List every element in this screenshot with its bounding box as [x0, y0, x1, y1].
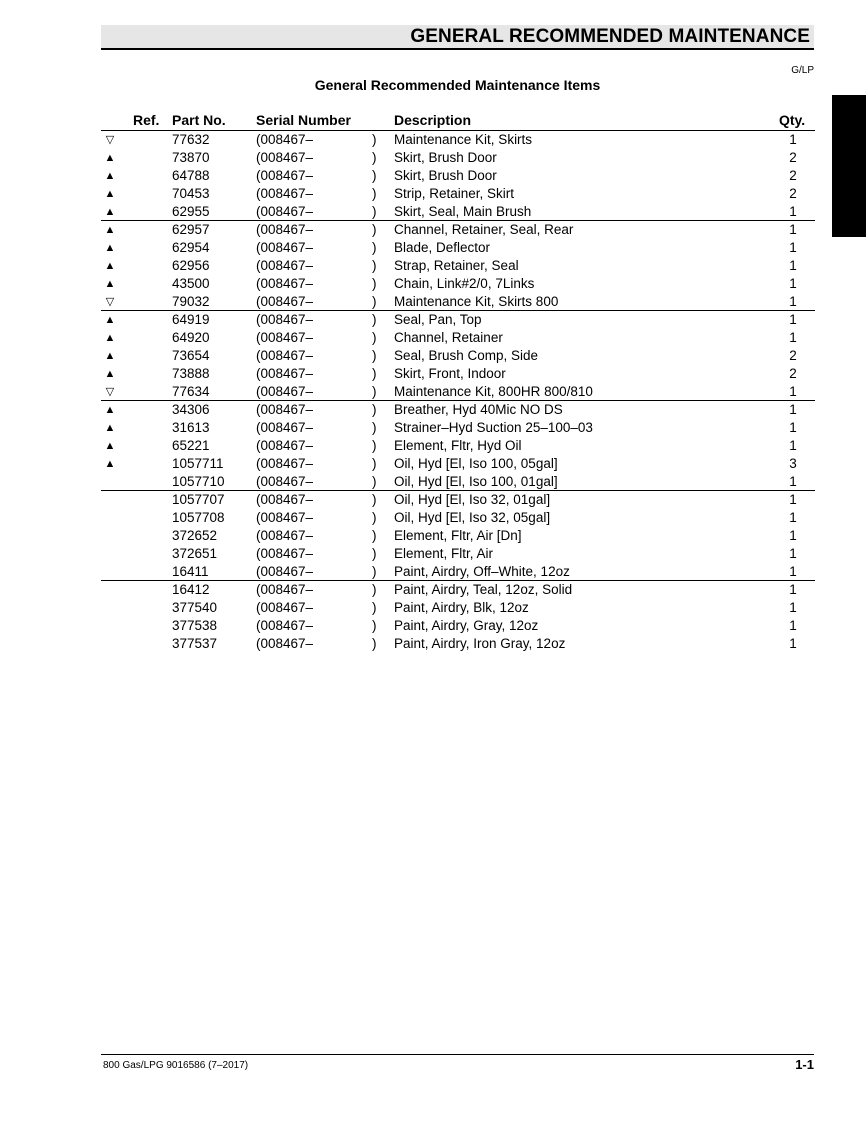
serial-close-paren: )	[372, 456, 377, 471]
quantity: 2	[789, 168, 797, 183]
table-row	[101, 527, 815, 545]
serial-number: (008467–	[256, 492, 314, 507]
table-body	[101, 131, 815, 653]
description: Oil, Hyd [El, Iso 32, 01gal]	[394, 492, 551, 507]
part-number: 62954	[172, 240, 210, 255]
table-row	[101, 185, 815, 203]
serial-number: (008467–	[256, 402, 314, 417]
serial-close-paren: )	[372, 132, 377, 147]
serial-close-paren: )	[372, 294, 377, 309]
serial-number: (008467–	[256, 366, 314, 381]
ref-marker: ▽	[105, 134, 115, 146]
serial-close-paren: )	[372, 366, 377, 381]
serial-close-paren: )	[372, 258, 377, 273]
serial-number: (008467–	[256, 276, 314, 291]
part-number: 70453	[172, 186, 210, 201]
description: Channel, Retainer, Seal, Rear	[394, 222, 574, 237]
serial-number: (008467–	[256, 240, 314, 255]
section-side-tab	[832, 95, 866, 237]
part-number: 1057711	[172, 456, 224, 471]
serial-close-paren: )	[372, 618, 377, 633]
column-header-description: Description	[394, 112, 472, 128]
quantity: 1	[789, 330, 797, 345]
ref-marker: ▲	[104, 278, 116, 290]
quantity: 1	[789, 636, 797, 651]
ref-marker: ▲	[104, 332, 116, 344]
serial-number: (008467–	[256, 600, 314, 615]
serial-number: (008467–	[256, 546, 314, 561]
serial-number: (008467–	[256, 294, 314, 309]
quantity: 1	[789, 222, 797, 237]
table-row	[101, 617, 815, 635]
quantity: 1	[789, 528, 797, 543]
serial-number: (008467–	[256, 186, 314, 201]
serial-close-paren: )	[372, 474, 377, 489]
ref-marker: ▲	[104, 404, 116, 416]
part-number: 73870	[172, 150, 210, 165]
ref-marker: ▲	[104, 440, 116, 452]
quantity: 2	[789, 150, 797, 165]
quantity: 1	[789, 276, 797, 291]
part-number: 377538	[172, 618, 218, 633]
description: Paint, Airdry, Iron Gray, 12oz	[394, 636, 566, 651]
quantity: 1	[789, 402, 797, 417]
description: Blade, Deflector	[394, 240, 491, 255]
table-row	[101, 365, 815, 383]
part-number: 62956	[172, 258, 210, 273]
description: Skirt, Seal, Main Brush	[394, 204, 532, 219]
part-number: 1057708	[172, 510, 225, 525]
quantity: 1	[789, 204, 797, 219]
ref-marker: ▲	[104, 170, 116, 182]
quantity: 1	[789, 240, 797, 255]
description: Strainer–Hyd Suction 25–100–03	[394, 420, 593, 435]
quantity: 1	[789, 384, 797, 399]
part-number: 377540	[172, 600, 218, 615]
part-number: 64919	[172, 312, 210, 327]
table-row	[101, 329, 815, 347]
description: Maintenance Kit, Skirts 800	[394, 294, 559, 309]
table-row	[101, 203, 815, 221]
description: Element, Fltr, Air	[394, 546, 494, 561]
ref-marker: ▲	[104, 458, 116, 470]
serial-close-paren: )	[372, 150, 377, 165]
description: Skirt, Brush Door	[394, 150, 497, 165]
serial-number: (008467–	[256, 348, 314, 363]
part-number: 377537	[172, 636, 218, 651]
table-row	[101, 275, 815, 293]
table-row	[101, 221, 815, 239]
serial-close-paren: )	[372, 222, 377, 237]
quantity: 1	[789, 312, 797, 327]
table-row	[101, 419, 815, 437]
part-number: 77632	[172, 132, 210, 147]
table-row	[101, 347, 815, 365]
table-row	[101, 401, 815, 419]
quantity: 1	[789, 492, 797, 507]
serial-number: (008467–	[256, 258, 314, 273]
table-row	[101, 167, 815, 185]
serial-number: (008467–	[256, 330, 314, 345]
quantity: 1	[789, 510, 797, 525]
part-number: 62955	[172, 204, 210, 219]
serial-number: (008467–	[256, 312, 314, 327]
description: Paint, Airdry, Blk, 12oz	[394, 600, 529, 615]
ref-marker: ▲	[104, 314, 116, 326]
description: Strip, Retainer, Skirt	[394, 186, 515, 201]
description: Element, Fltr, Air [Dn]	[394, 528, 522, 543]
table-row	[101, 491, 815, 509]
table-row	[101, 293, 815, 311]
ref-marker: ▲	[104, 242, 116, 254]
serial-close-paren: )	[372, 510, 377, 525]
page-number: 1-1	[795, 1057, 814, 1072]
serial-number: (008467–	[256, 150, 314, 165]
ref-marker: ▲	[104, 224, 116, 236]
footer-divider	[101, 1054, 814, 1055]
table-row	[101, 581, 815, 599]
part-number: 64920	[172, 330, 210, 345]
part-number: 1057707	[172, 492, 225, 507]
description: Oil, Hyd [El, Iso 32, 05gal]	[394, 510, 551, 525]
quantity: 1	[789, 564, 797, 579]
serial-close-paren: )	[372, 168, 377, 183]
serial-close-paren: )	[372, 312, 377, 327]
description: Paint, Airdry, Teal, 12oz, Solid	[394, 582, 573, 597]
quantity: 2	[789, 186, 797, 201]
quantity: 2	[789, 348, 797, 363]
ref-marker: ▲	[104, 260, 116, 272]
ref-marker: ▲	[104, 368, 116, 380]
column-header-ref: Ref.	[133, 112, 160, 128]
serial-number: (008467–	[256, 420, 314, 435]
table-row	[101, 455, 815, 473]
serial-close-paren: )	[372, 204, 377, 219]
column-header-qty: Qty.	[779, 112, 806, 128]
serial-number: (008467–	[256, 438, 314, 453]
quantity: 1	[789, 258, 797, 273]
footer-document-id: 800 Gas/LPG 9016586 (7–2017)	[103, 1060, 249, 1071]
serial-close-paren: )	[372, 438, 377, 453]
serial-number: (008467–	[256, 528, 314, 543]
description: Channel, Retainer	[394, 330, 503, 345]
table-row	[101, 563, 815, 581]
table-row	[101, 437, 815, 455]
serial-close-paren: )	[372, 402, 377, 417]
ref-marker: ▲	[104, 206, 116, 218]
column-header-part: Part No.	[172, 112, 226, 128]
parts-table	[101, 111, 815, 653]
table-row	[101, 149, 815, 167]
table-row	[101, 473, 815, 491]
table-row	[101, 383, 815, 401]
description: Seal, Pan, Top	[394, 312, 482, 327]
ref-marker: ▲	[104, 350, 116, 362]
part-number: 34306	[172, 402, 210, 417]
description: Breather, Hyd 40Mic NO DS	[394, 402, 563, 417]
table-row	[101, 239, 815, 257]
part-number: 64788	[172, 168, 210, 183]
serial-close-paren: )	[372, 636, 377, 651]
table-row	[101, 131, 815, 149]
serial-close-paren: )	[372, 348, 377, 363]
quantity: 1	[789, 618, 797, 633]
section-subtitle: General Recommended Maintenance Items	[314, 77, 601, 93]
quantity: 1	[789, 600, 797, 615]
part-number: 16411	[172, 564, 209, 579]
table-row	[101, 509, 815, 527]
part-number: 372651	[172, 546, 218, 561]
serial-number: (008467–	[256, 636, 314, 651]
quantity: 3	[789, 456, 797, 471]
description: Seal, Brush Comp, Side	[394, 348, 539, 363]
quantity: 1	[789, 582, 797, 597]
description: Skirt, Brush Door	[394, 168, 497, 183]
model-code: G/LP	[791, 65, 814, 76]
page-title: GENERAL RECOMMENDED MAINTENANCE	[410, 26, 810, 47]
header-bar	[101, 25, 814, 50]
description: Oil, Hyd [El, Iso 100, 01gal]	[394, 474, 558, 489]
description: Strap, Retainer, Seal	[394, 258, 519, 273]
part-number: 43500	[172, 276, 210, 291]
serial-number: (008467–	[256, 384, 314, 399]
serial-number: (008467–	[256, 456, 314, 471]
quantity: 1	[789, 438, 797, 453]
ref-marker: ▽	[105, 386, 115, 398]
quantity: 1	[789, 420, 797, 435]
serial-number: (008467–	[256, 168, 314, 183]
description: Skirt, Front, Indoor	[394, 366, 506, 381]
serial-number: (008467–	[256, 618, 314, 633]
ref-marker: ▲	[104, 152, 116, 164]
serial-close-paren: )	[372, 420, 377, 435]
table-row	[101, 311, 815, 329]
quantity: 1	[789, 294, 797, 309]
column-header-serial: Serial Number	[256, 112, 351, 128]
description: Chain, Link#2/0, 7Links	[394, 276, 535, 291]
serial-close-paren: )	[372, 582, 377, 597]
serial-close-paren: )	[372, 492, 377, 507]
quantity: 1	[789, 474, 797, 489]
part-number: 62957	[172, 222, 210, 237]
part-number: 65221	[172, 438, 210, 453]
table-row	[101, 599, 815, 617]
serial-close-paren: )	[372, 564, 377, 579]
serial-number: (008467–	[256, 204, 314, 219]
description: Element, Fltr, Hyd Oil	[394, 438, 522, 453]
description: Maintenance Kit, 800HR 800/810	[394, 384, 593, 399]
ref-marker: ▲	[104, 188, 116, 200]
quantity: 1	[789, 132, 797, 147]
part-number: 73888	[172, 366, 210, 381]
description: Paint, Airdry, Gray, 12oz	[394, 618, 539, 633]
quantity: 1	[789, 546, 797, 561]
part-number: 1057710	[172, 474, 225, 489]
serial-close-paren: )	[372, 384, 377, 399]
description: Maintenance Kit, Skirts	[394, 132, 533, 147]
ref-marker: ▲	[104, 422, 116, 434]
table-row	[101, 257, 815, 275]
serial-number: (008467–	[256, 222, 314, 237]
serial-close-paren: )	[372, 600, 377, 615]
serial-number: (008467–	[256, 510, 314, 525]
table-header	[101, 111, 815, 131]
part-number: 372652	[172, 528, 218, 543]
table-row	[101, 545, 815, 563]
serial-close-paren: )	[372, 186, 377, 201]
description: Paint, Airdry, Off–White, 12oz	[394, 564, 570, 579]
part-number: 73654	[172, 348, 210, 363]
part-number: 16412	[172, 582, 210, 597]
serial-number: (008467–	[256, 132, 314, 147]
serial-number: (008467–	[256, 564, 314, 579]
serial-close-paren: )	[372, 546, 377, 561]
table-row	[101, 635, 815, 653]
part-number: 31613	[172, 420, 210, 435]
part-number: 77634	[172, 384, 210, 399]
ref-marker: ▽	[105, 296, 115, 308]
description: Oil, Hyd [El, Iso 100, 05gal]	[394, 456, 558, 471]
serial-close-paren: )	[372, 276, 377, 291]
quantity: 2	[789, 366, 797, 381]
serial-close-paren: )	[372, 240, 377, 255]
serial-number: (008467–	[256, 582, 314, 597]
serial-close-paren: )	[372, 330, 377, 345]
serial-number: (008467–	[256, 474, 314, 489]
serial-close-paren: )	[372, 528, 377, 543]
part-number: 79032	[172, 294, 210, 309]
